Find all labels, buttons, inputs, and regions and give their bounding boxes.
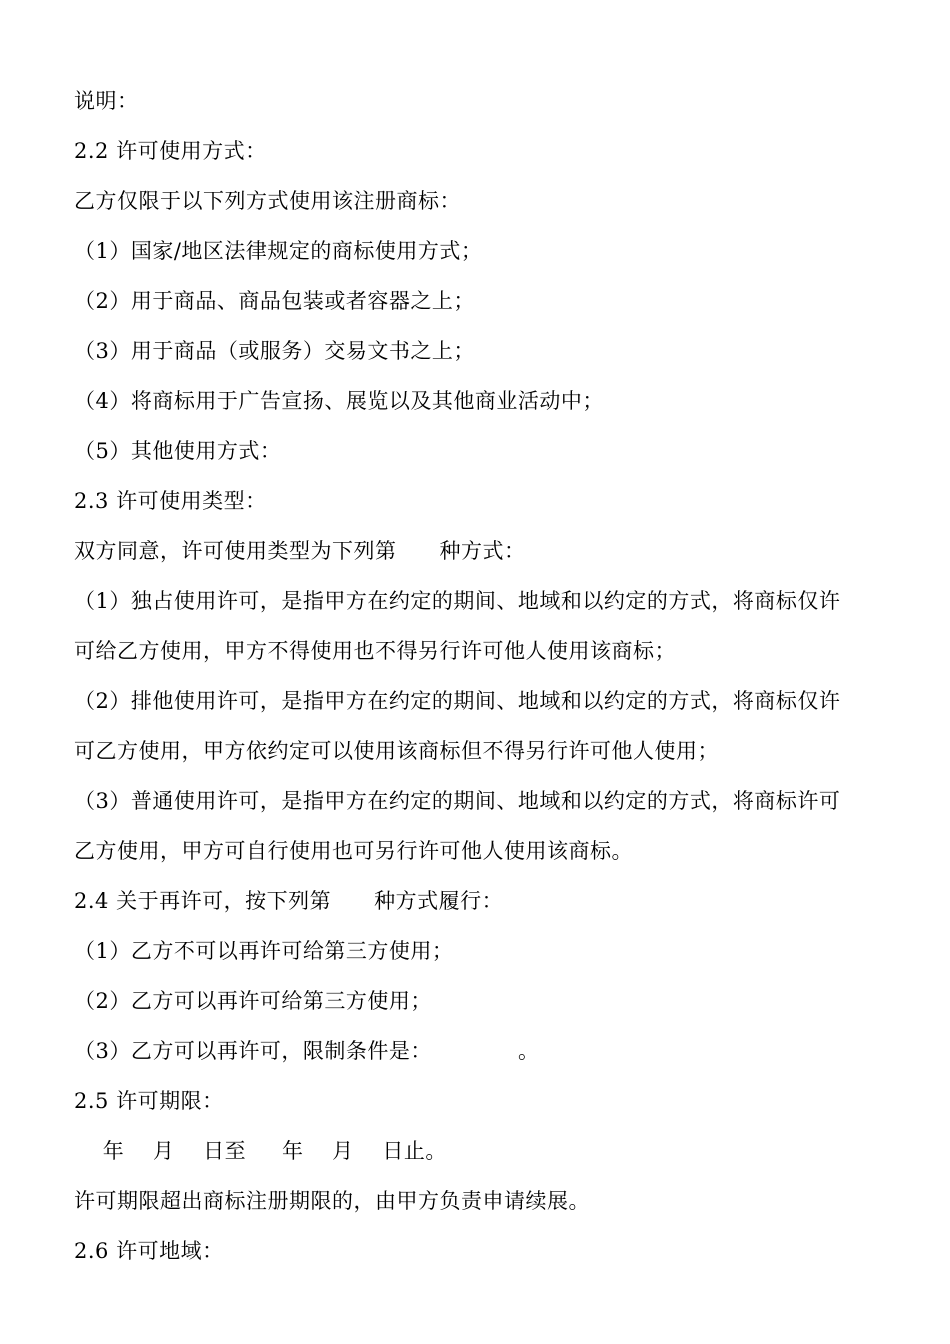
text-line: 乙方仅限于以下列方式使用该注册商标： — [74, 189, 461, 213]
date-range-line: 年 月 日至 年 月 日止。 — [74, 1139, 447, 1163]
list-item-continuation: 可给乙方使用，甲方不得使用也不得另行许可他人使用该商标； — [74, 639, 676, 663]
text-line: 双方同意，许可使用类型为下列第 种方式： — [74, 539, 526, 563]
list-item: （3）普通使用许可，是指甲方在约定的期间、地域和以约定的方式，将商标许可 — [74, 789, 841, 813]
list-item: （1）乙方不可以再许可给第三方使用； — [74, 939, 454, 963]
text-line: 许可期限超出商标注册期限的，由甲方负责申请续展。 — [74, 1189, 590, 1213]
section-heading: 2.2 许可使用方式： — [74, 139, 267, 163]
section-heading: 2.4 关于再许可，按下列第 种方式履行： — [74, 889, 504, 913]
section-heading: 2.3 许可使用类型： — [74, 489, 267, 513]
list-item: （3）用于商品（或服务）交易文书之上； — [74, 339, 475, 363]
list-item-continuation: 乙方使用，甲方可自行使用也可另行许可他人使用该商标。 — [74, 839, 633, 863]
list-item-continuation: 可乙方使用，甲方依约定可以使用该商标但不得另行许可他人使用； — [74, 739, 719, 763]
section-heading: 2.5 许可期限： — [74, 1089, 224, 1113]
list-item: （2）排他使用许可，是指甲方在约定的期间、地域和以约定的方式，将商标仅许 — [74, 689, 841, 713]
list-item: （2）乙方可以再许可给第三方使用； — [74, 989, 432, 1013]
text-line: 说明： — [74, 89, 139, 113]
list-item: （1）国家/地区法律规定的商标使用方式； — [74, 239, 483, 263]
list-item: （3）乙方可以再许可，限制条件是： 。 — [74, 1039, 540, 1063]
list-item: （2）用于商品、商品包装或者容器之上； — [74, 289, 475, 313]
list-item: （1）独占使用许可，是指甲方在约定的期间、地域和以约定的方式，将商标仅许 — [74, 589, 841, 613]
list-item: （5）其他使用方式： — [74, 439, 282, 463]
list-item: （4）将商标用于广告宣扬、展览以及其他商业活动中； — [74, 389, 604, 413]
section-heading: 2.6 许可地域： — [74, 1239, 224, 1263]
